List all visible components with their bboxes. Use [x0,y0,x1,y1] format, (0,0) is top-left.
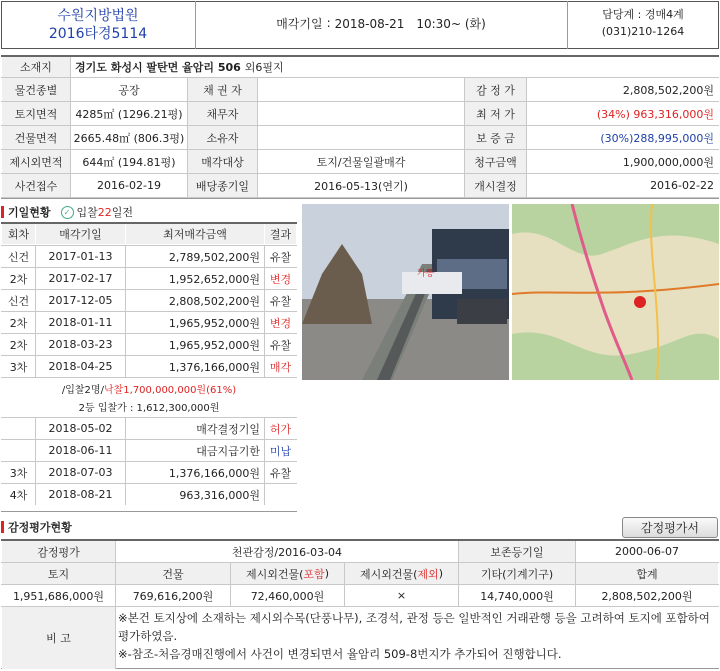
history-cell [265,484,296,505]
history-cell: 허가 [269,422,292,436]
history-cell: 2018-05-02 [48,422,113,435]
history-cell: 2018-07-03 [48,466,113,479]
auction-date-label: 매각기일 [276,16,323,31]
sale-note: /입찰2명/ 낙찰1,700,000,000원(61%) [61,384,237,396]
property-value [258,126,464,149]
check-icon: ✓ [61,206,74,219]
history-cell: 매각결정기일 [196,422,260,436]
property-label: 개시결정 [465,174,526,197]
history-cell: 변경 [269,316,292,330]
location-map[interactable] [512,204,719,380]
auction-date: 매각기일 : 2018-08-21 10:30~ (화) [276,16,486,31]
appraisal-row1-cell: 보존등기일 [459,541,575,562]
property-label: 소유자 [188,126,257,149]
history-cell: 963,316,000원 [179,488,260,502]
property-value [258,78,464,101]
history-header: 매각기일 [36,224,125,244]
appraisal-report-button[interactable]: 감정평가서 [622,517,718,538]
appraisal-column-header: 제시외건물( 제외 ) [345,563,458,584]
history-cell: 2018-08-21 [48,488,113,501]
appraisal-title: 감정평가현황 [8,521,72,534]
case-number: 2016타경5114 [48,26,148,42]
history-cell: 2차 [9,338,28,352]
appraisal-column-header: 합계 [576,563,718,584]
property-label: 배당종기일 [188,174,257,197]
appraisal-column-header: 건물 [116,563,230,584]
property-label: 건물면적 [2,126,70,149]
property-value: 644㎡ (194.81평) [82,155,176,169]
property-value: 2,808,502,200원 [622,83,714,97]
property-label: 매각대상 [188,150,257,173]
history-cell: 2017-01-13 [48,250,113,263]
property-label: 채무자 [188,102,257,125]
property-label: 채 권 자 [188,78,257,101]
history-cell: 대금지급기한 [196,444,260,458]
property-value: (30%)288,995,000원 [600,131,714,145]
factory-photo-image [302,204,509,380]
appraisal-title-bar [1,518,301,536]
history-cell: 2018-01-11 [48,316,113,329]
history-title-bar [1,203,297,221]
history-cell: 1,965,952,000원 [168,338,260,352]
property-photo[interactable] [302,204,509,380]
history-cell: 4차 [9,488,28,502]
history-cell: 2차 [9,272,28,286]
property-value: 4285㎡ (1296.21평) [75,107,183,121]
appraisal-value: 2,808,502,200원 [601,589,693,603]
history-cell: 신건 [7,294,30,308]
property-label: 물건종별 [2,78,70,101]
history-cell: 3차 [9,360,28,374]
note-label: 비 고 [2,607,115,669]
property-label: 청구금액 [465,150,526,173]
property-value: 공장 [118,83,140,97]
history-cell: 1,376,166,000원 [168,360,260,374]
property-label: 사건접수 [2,174,70,197]
history-cell: 2017-02-17 [48,272,113,285]
appraisal-value: 769,616,200원 [132,589,214,603]
history-header: 회차 [2,224,35,244]
history-header: 결과 [265,224,296,244]
appraisal-column-header: 제시외건물( 포함 ) [231,563,344,584]
note-line: ※본건 토지상에 소재하는 제시외수목(단풍나무), 조경석, 관정 등은 일반적인 거래관행 등을 고려하여 토지에 포함하여 평가하였음. [118,611,710,643]
appraisal-value: 72,460,000원 [250,589,325,603]
history-cell: 매각 [269,360,292,374]
property-value: 2016-02-22 [650,179,714,192]
appraisal-value: 1,951,686,000원 [12,589,105,603]
appraisal-value: 14,740,000원 [480,589,554,603]
property-label: 보 증 금 [465,126,526,149]
history-cell: 미납 [269,444,292,458]
photo-tag: 가동 [417,269,435,279]
appraisal-row1-cell: 감정평가 [2,541,115,562]
auction-date-value: 2018-08-21 10:30~ (화) [334,16,486,31]
appraisal-column-header: 기타(기계기구) [459,563,575,584]
history-cell [2,418,35,439]
appraisal-row1-cell: 천관감정/2016-03-04 [231,545,343,559]
note-text [118,609,716,667]
property-label: 감 정 가 [465,78,526,101]
address-text: 경기도 화성시 팔탄면 율암리 506 [75,61,241,74]
history-header: 최저매각금액 [126,224,264,244]
history-cell: 유찰 [269,338,292,352]
history-cell: 2018-06-11 [48,444,113,457]
property-value: 토지/건물일괄매각 [316,155,406,169]
department-phone: (031)210-1264 [601,24,685,38]
history-cell: 3차 [9,466,28,480]
address-extra: 외6필지 [244,61,284,74]
history-cell: 2018-03-23 [48,338,113,351]
appraisal-value: × [396,589,407,602]
history-cell: 2차 [9,316,28,330]
second-bid-note: 2등 입찰가 : 1,612,300,000원 [78,402,220,414]
bid-countdown: 입찰22일전 [76,206,134,219]
history-cell: 유찰 [269,294,292,308]
appraisal-column-header: 토지 [2,563,115,584]
history-title: 기일현황 [8,206,51,219]
property-label: 제시외면적 [2,150,70,173]
address [71,57,711,77]
history-cell: 신건 [7,250,30,264]
history-cell: 2017-12-05 [48,294,113,307]
property-value: 2665.48㎡ (806.3평) [73,131,185,145]
property-value: 1,900,000,000원 [622,155,714,169]
property-value: 2016-02-19 [97,179,161,192]
property-label: 토지면적 [2,102,70,125]
history-cell: 2,789,502,200원 [168,250,260,264]
appraisal-row1-cell: 2000-06-07 [615,545,679,558]
map-pin-icon [634,296,646,308]
address-label: 소재지 [2,57,70,77]
property-value [258,102,464,125]
history-cell: 1,952,652,000원 [168,272,260,286]
map-image [512,204,719,380]
court-name: 수원지방법원 [57,8,139,24]
property-value: 2016-05-13(연기) [314,179,408,193]
history-cell: 변경 [269,272,292,286]
history-cell: 1,965,952,000원 [168,316,260,330]
history-cell [2,440,35,461]
history-cell: 유찰 [269,250,292,264]
note-line: ※-참조-처음경매진행에서 사건이 변경되면서 율암리 509-8번지가 추가되어 진행합니다. [118,647,562,661]
history-cell: 2,808,502,200원 [168,294,260,308]
history-cell: 1,376,166,000원 [168,466,260,480]
history-cell: 유찰 [269,466,292,480]
property-value: (34%) 963,316,000원 [596,107,714,121]
department: 담당계 : 경매4계 [602,8,684,21]
history-cell: 2018-04-25 [48,360,113,373]
property-label: 최 저 가 [465,102,526,125]
